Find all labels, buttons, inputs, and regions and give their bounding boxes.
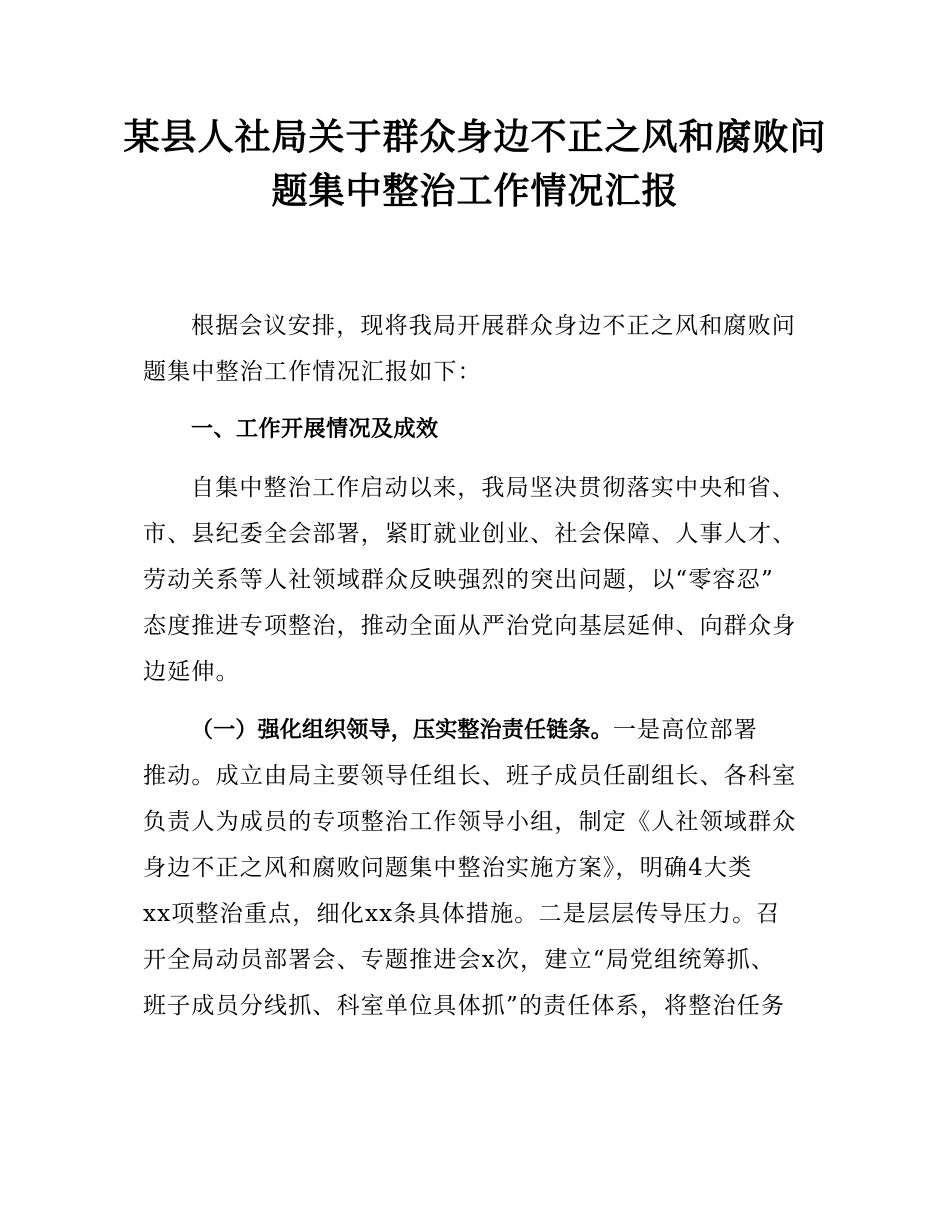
subsection1-line-1 <box>143 707 813 753</box>
document-title <box>100 110 850 218</box>
para1-line-2: 市、县纪委全会部署，紧盯就业创业、社会保障、人事人才、 <box>143 521 797 547</box>
document-body <box>143 303 813 1029</box>
para1-line-3: 劳动关系等人社领域群众反映强烈的突出问题，以“零容忍” <box>143 567 774 593</box>
intro-paragraph <box>143 303 813 395</box>
para1-line-4: 态度推进专项整治，推动全面从严治党向基层延伸、向群众身 <box>143 613 797 639</box>
para1-line-5: 边延伸。 <box>143 659 240 685</box>
intro-line-2: 题集中整治工作情况汇报如下： <box>143 359 482 385</box>
section-1-heading-block <box>143 407 813 453</box>
subsection-1-heading: （一）强化组织领导，压实整治责任链条。 <box>191 718 613 743</box>
subsection1-line-3: 负责人为成员的专项整治工作领导小组，制定《人社领域群众 <box>143 809 797 835</box>
subsection1-line-6: 开全局动员部署会、专题推进会x次，建立“局党组统筹抓、 <box>143 947 776 973</box>
subsection1-line-4: 身边不正之风和腐败问题集中整治实施方案》，明确4大类 <box>143 855 753 881</box>
paragraph-1 <box>143 465 813 695</box>
para1-line-1: 自集中整治工作启动以来，我局坚决贯彻落实中央和省、 <box>191 475 796 501</box>
title-line-1: 某县人社局关于群众身边不正之风和腐败问 <box>123 116 827 158</box>
section-1-heading: 一、工作开展情况及成效 <box>191 417 439 442</box>
intro-line-1: 根据会议安排，现将我局开展群众身边不正之风和腐败问 <box>191 313 796 339</box>
subsection-1 <box>143 707 813 1029</box>
subsection1-line-7: 班子成员分线抓、科室单位具体抓”的责任体系，将整治任务 <box>143 993 786 1019</box>
title-line-2: 题集中整治工作情况汇报 <box>271 170 679 212</box>
subsection1-line-5: xx项整治重点，细化xx条具体措施。二是层层传导压力。召 <box>143 901 781 927</box>
subsection1-line-1-rest: 一是高位部署 <box>612 717 759 743</box>
subsection1-line-2: 推动。成立由局主要领导任组长、班子成员任副组长、各科室 <box>143 763 797 789</box>
